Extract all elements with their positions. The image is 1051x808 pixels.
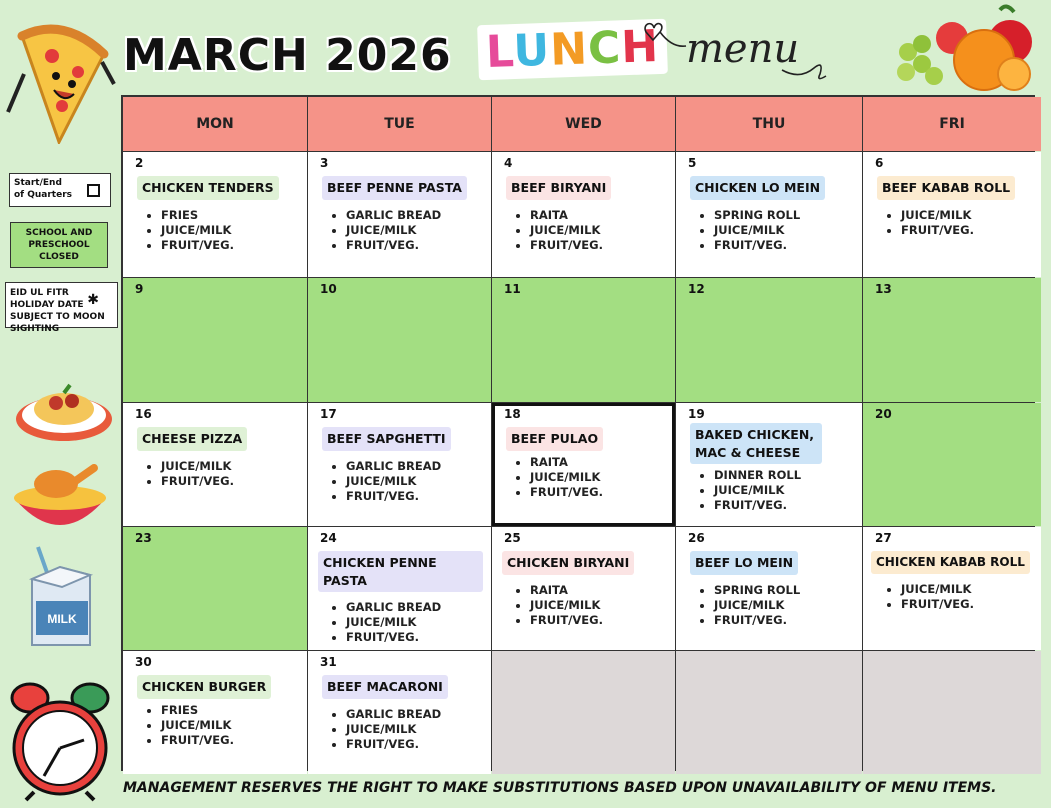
entree-label: BEEF BIRYANI	[506, 176, 611, 200]
entree-label: CHICKEN LO MEIN	[690, 176, 825, 200]
day-number: 13	[875, 282, 892, 296]
sides-list	[530, 583, 667, 628]
entree-label: CHICKEN TENDERS	[137, 176, 279, 200]
day-cell	[863, 152, 1041, 277]
day-number: 12	[688, 282, 705, 296]
sides-list	[530, 208, 667, 253]
legend-closed: SCHOOL AND PRESCHOOL CLOSED	[10, 222, 108, 268]
entree-label: BEEF PENNE PASTA	[322, 176, 467, 200]
footer-disclaimer: MANAGEMENT RESERVES THE RIGHT TO MAKE SUBSTITUTIONS BASED UPON UNAVAILABILITY OF MENU ITEMS.	[123, 780, 997, 796]
day-number: 16	[135, 407, 152, 421]
side-item: • FRUIT/VEG.	[530, 613, 667, 628]
side-item: • FRUIT/VEG.	[161, 238, 299, 253]
milk-label: MILK	[47, 612, 77, 626]
day-number: 5	[688, 156, 697, 170]
day-number: 11	[504, 282, 521, 296]
side-item: • JUICE/MILK	[714, 483, 854, 498]
side-item: • GARLIC BREAD	[346, 459, 483, 474]
weekday-header: FRI	[863, 97, 1041, 151]
side-item: • JUICE/MILK	[530, 470, 667, 485]
sides-list	[346, 459, 483, 504]
day-number: 3	[320, 156, 329, 170]
side-item: • JUICE/MILK	[346, 223, 483, 238]
side-item: • FRUIT/VEG.	[161, 733, 299, 748]
day-number: 26	[688, 531, 705, 545]
sides-list	[714, 208, 854, 253]
day-cell-empty	[863, 651, 1041, 774]
day-cell	[676, 152, 862, 277]
day-number: 19	[688, 407, 705, 421]
day-number: 4	[504, 156, 513, 170]
side-item: • RAITA	[530, 583, 667, 598]
side-item: • JUICE/MILK	[901, 208, 1033, 223]
day-cell-closed	[492, 278, 675, 402]
side-item: • JUICE/MILK	[901, 582, 1033, 597]
legend-quarters	[9, 173, 111, 207]
menu-wordmark: menu	[686, 26, 800, 72]
day-cell-closed	[123, 527, 307, 650]
weekday-header: MON	[123, 97, 307, 151]
day-cell-closed	[863, 403, 1041, 526]
side-item: • RAITA	[530, 455, 667, 470]
entree-label: CHEESE PIZZA	[137, 427, 247, 451]
day-cell-closed	[308, 278, 491, 402]
day-cell	[676, 527, 862, 650]
sides-list	[346, 208, 483, 253]
day-number: 9	[135, 282, 144, 296]
side-item: • JUICE/MILK	[714, 223, 854, 238]
sides-list	[901, 208, 1033, 238]
side-item: • JUICE/MILK	[714, 598, 854, 613]
side-item: • JUICE/MILK	[530, 223, 667, 238]
side-item: • FRIES	[161, 208, 299, 223]
entree-label: CHICKEN BIRYANI	[502, 551, 634, 575]
side-item: • SPRING ROLL	[714, 583, 854, 598]
day-cell-empty	[492, 651, 675, 774]
side-item: • JUICE/MILK	[161, 718, 299, 733]
lunch-wordmark: LUNCH	[477, 19, 668, 81]
day-number: 18	[504, 407, 521, 421]
side-item: • FRUIT/VEG.	[714, 613, 854, 628]
alarm-clock-icon	[4, 676, 116, 802]
entree-label: CHICKEN KABAB ROLL	[871, 551, 1030, 574]
sides-list	[530, 455, 667, 500]
day-cell-quarter-marker	[492, 403, 675, 526]
day-cell-closed	[676, 278, 862, 402]
entree-label: CHICKEN BURGER	[137, 675, 271, 699]
side-item: • FRIES	[161, 703, 299, 718]
day-cell	[676, 403, 862, 526]
side-item: • JUICE/MILK	[346, 722, 483, 737]
side-item: • JUICE/MILK	[161, 459, 299, 474]
side-item: • FRUIT/VEG.	[714, 238, 854, 253]
side-item: • GARLIC BREAD	[346, 600, 483, 615]
entree-label: BEEF MACARONI	[322, 675, 448, 699]
day-cell	[123, 403, 307, 526]
side-item: • JUICE/MILK	[346, 615, 483, 630]
day-number: 2	[135, 156, 144, 170]
sides-list	[714, 583, 854, 628]
square-icon	[87, 184, 100, 197]
entree-label: BAKED CHICKEN, MAC & CHEESE	[690, 423, 822, 464]
day-cell	[308, 651, 491, 774]
sides-list	[346, 707, 483, 752]
day-cell	[308, 527, 491, 650]
day-cell	[308, 152, 491, 277]
day-cell-closed	[863, 278, 1041, 402]
day-number: 20	[875, 407, 892, 421]
side-item: • FRUIT/VEG.	[161, 474, 299, 489]
side-item: • FRUIT/VEG.	[346, 238, 483, 253]
sides-list	[161, 208, 299, 253]
sides-list	[714, 468, 854, 513]
entree-label: BEEF SAPGHETTI	[322, 427, 451, 451]
side-item: • JUICE/MILK	[530, 598, 667, 613]
entree-label: BEEF PULAO	[506, 427, 603, 451]
milk-carton-icon	[22, 545, 98, 650]
day-number: 10	[320, 282, 337, 296]
page-title: MARCH 2026	[123, 30, 452, 81]
side-item: • JUICE/MILK	[161, 223, 299, 238]
swirl-tail-icon	[780, 52, 830, 82]
day-number: 23	[135, 531, 152, 545]
side-item: • FRUIT/VEG.	[346, 737, 483, 752]
side-item: • FRUIT/VEG.	[901, 597, 1033, 612]
day-number: 6	[875, 156, 884, 170]
day-cell-closed	[123, 278, 307, 402]
side-item: • RAITA	[530, 208, 667, 223]
entree-label: BEEF KABAB ROLL	[877, 176, 1015, 200]
side-item: • JUICE/MILK	[346, 474, 483, 489]
weekday-header: WED	[492, 97, 675, 151]
day-number: 17	[320, 407, 337, 421]
asterisk-icon: ✱	[87, 292, 99, 308]
sides-list	[346, 600, 483, 645]
side-item: • GARLIC BREAD	[346, 208, 483, 223]
day-number: 27	[875, 531, 892, 545]
day-cell	[492, 527, 675, 650]
side-item: • FRUIT/VEG.	[530, 485, 667, 500]
side-item: • FRUIT/VEG.	[714, 498, 854, 513]
heart-swirl-icon	[638, 18, 688, 58]
sides-list	[161, 703, 299, 748]
side-item: • FRUIT/VEG.	[346, 630, 483, 645]
weekday-header: THU	[676, 97, 862, 151]
rice-bowl-icon	[10, 462, 110, 538]
day-cell	[123, 651, 307, 774]
day-number: 25	[504, 531, 521, 545]
entree-label: CHICKEN PENNE PASTA	[318, 551, 483, 592]
legend-holiday	[5, 282, 118, 334]
pizza-slice-icon	[4, 14, 119, 144]
side-item: • FRUIT/VEG.	[530, 238, 667, 253]
day-cell	[863, 527, 1041, 650]
side-item: • DINNER ROLL	[714, 468, 854, 483]
day-number: 31	[320, 655, 337, 669]
entree-label: BEEF LO MEIN	[690, 551, 798, 575]
side-item: • SPRING ROLL	[714, 208, 854, 223]
side-item: • GARLIC BREAD	[346, 707, 483, 722]
day-cell	[308, 403, 491, 526]
side-item: • FRUIT/VEG.	[346, 489, 483, 504]
day-cell	[492, 152, 675, 277]
sides-list	[161, 459, 299, 489]
legend-holiday-label: EID UL FITR HOLIDAY DATE SUBJECT TO MOON SIGHTING	[10, 288, 105, 334]
spaghetti-plate-icon	[14, 375, 114, 445]
calendar-grid	[121, 95, 1035, 771]
weekday-header: TUE	[308, 97, 491, 151]
sides-list	[901, 582, 1033, 612]
fruit-bowl-icon	[888, 2, 1038, 94]
day-cell	[123, 152, 307, 277]
legend-quarters-label: Start/End of Quarters	[14, 178, 73, 200]
day-number: 24	[320, 531, 337, 545]
day-number: 30	[135, 655, 152, 669]
side-item: • FRUIT/VEG.	[901, 223, 1033, 238]
day-cell-empty	[676, 651, 862, 774]
